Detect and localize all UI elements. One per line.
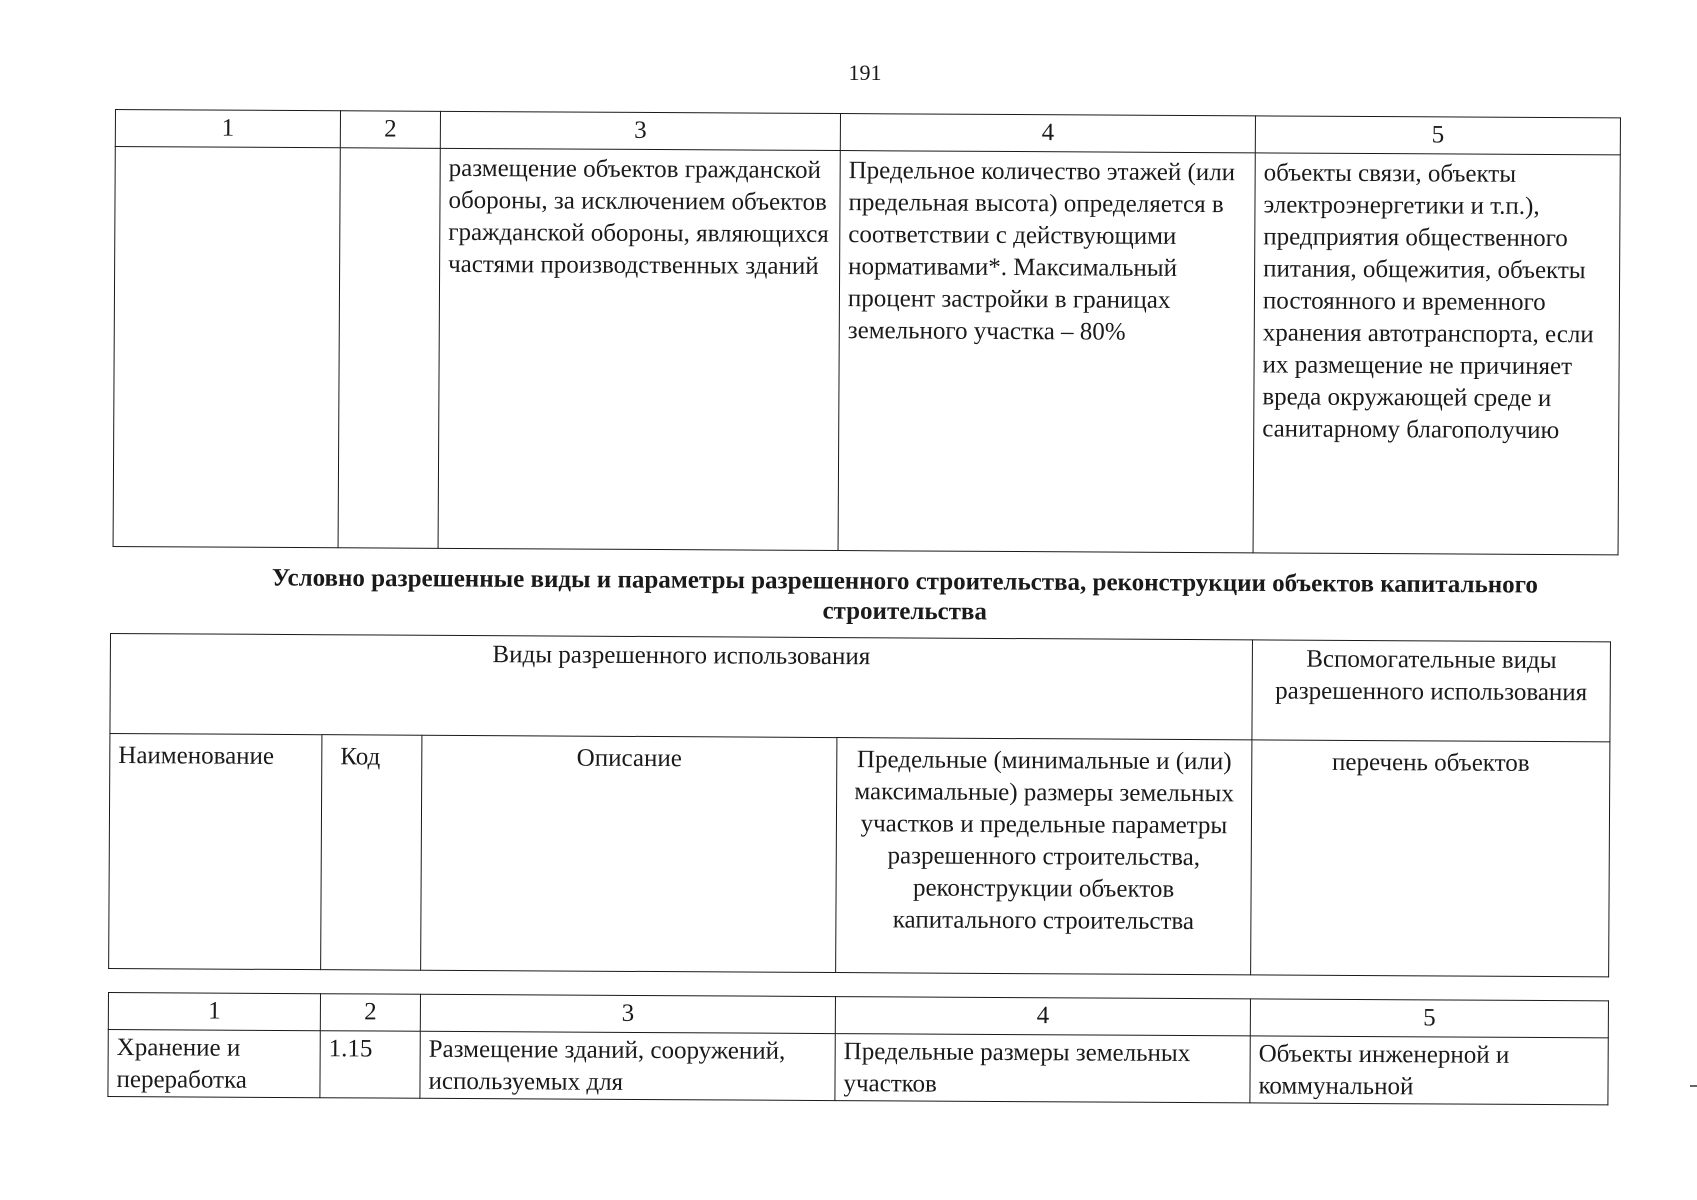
table-row [113, 147, 1620, 555]
group-header-main: Виды разрешенного использования [110, 634, 1253, 740]
header-name: Наименование [109, 734, 322, 970]
cell-code [338, 148, 440, 549]
header-objects-list: перечень объектов [1251, 740, 1610, 977]
header-description: Описание [421, 735, 837, 972]
column-header-row [109, 734, 1610, 977]
column-number: 3 [420, 994, 835, 1033]
group-header-auxiliary: Вспомогательные виды разрешенного использования [1252, 640, 1611, 742]
column-number: 1 [115, 110, 340, 148]
scan-edge-mark [1690, 1085, 1697, 1087]
cell-auxiliary-objects: объекты связи, объекты электроэнергетики и т.п.), предприятия общественного питания, общежития, объекты постоянного и временного хранения автотранспорта, если их размещение не причиняет вреда окружающей среде и санитарному благополучию [1253, 153, 1620, 555]
column-number: 5 [1255, 116, 1620, 155]
header-parameters: Предельные (минимальные и (или) максимальные) размеры земельных участков и предельные параметры разрешенного строительства, реконструкции объектов капитального строительства [836, 738, 1252, 975]
cell-description: размещение объектов гражданской обороны, за исключением объектов гражданской обороны, являющихся частями производственных зданий [438, 148, 840, 550]
continuation-table [113, 109, 1621, 555]
column-number: 4 [835, 997, 1250, 1036]
cell-code: 1.15 [320, 1031, 420, 1099]
cell-parameters: Предельное количество этажей (или предельная высота) определяется в соответствии с действующими нормативами*. Максимальный процент застройки в границах земельного участка – 80% [838, 151, 1255, 553]
cell-name [113, 147, 340, 548]
section-heading: Условно разрешенные виды и параметры разрешенного строительства, реконструкции объектов капитального строительства [271, 564, 1539, 626]
column-number: 4 [840, 114, 1255, 153]
column-number: 2 [320, 994, 420, 1032]
table-row [108, 1030, 1608, 1105]
column-number: 1 [108, 993, 320, 1031]
cell-auxiliary-objects: Объекты инженерной и коммунальной [1250, 1036, 1608, 1105]
cell-parameters: Предельные размеры земельных участков [835, 1034, 1250, 1103]
group-header-row [110, 634, 1611, 742]
conditional-uses-header-table [108, 633, 1611, 977]
column-number: 3 [440, 111, 840, 150]
column-number: 5 [1250, 999, 1608, 1038]
column-number: 2 [340, 111, 440, 149]
conditional-uses-data-table [107, 992, 1609, 1105]
page-number: 191 [848, 60, 882, 85]
cell-description: Размещение зданий, сооружений, используемых для [420, 1031, 835, 1100]
cell-name: Хранение и переработка [108, 1030, 320, 1098]
header-code: Код [321, 735, 422, 971]
